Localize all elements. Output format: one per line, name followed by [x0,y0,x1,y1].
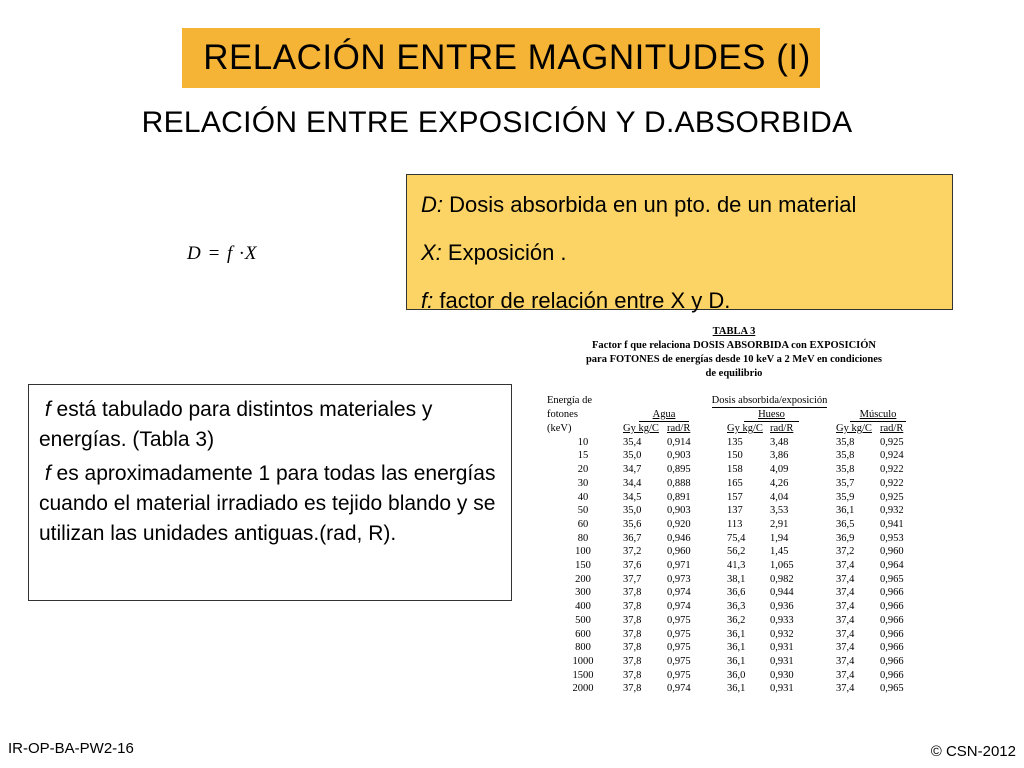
table-cell: 0,925 [880,436,904,448]
table-row [547,436,920,450]
table-row [547,628,920,642]
table-cell: 0,966 [880,628,904,640]
material-water: Agua [639,409,690,422]
table-cell: 100 [575,546,591,558]
table-cell: 1,45 [770,546,789,558]
table-cell: 37,4 [836,628,855,640]
data-table [547,394,920,696]
table-caption-line: para FOTONES de energías desde 10 keV a 2 MeV en condiciones [585,354,883,365]
table-cell: 2,91 [770,518,789,530]
note-box [28,384,512,601]
table-cell: 400 [575,601,591,613]
col-header-unit: rad/R [667,423,691,434]
table-cell: 41,3 [727,560,746,572]
table-cell: 0,922 [880,477,904,489]
table-cell: 36,7 [623,532,642,544]
table-cell: 0,966 [880,614,904,626]
col-header-material [619,408,727,422]
table-cell: 0,965 [880,573,904,585]
table-cell: 0,975 [667,669,691,681]
table-cell: 35,8 [836,464,855,476]
table-body [547,436,920,696]
table-cell: 80 [577,532,589,544]
table-row [547,449,920,463]
table-cell: 36,1 [727,655,746,667]
table-cell: 37,8 [623,587,642,599]
table-cell: 2000 [572,683,594,695]
table-cell: 34,7 [623,464,642,476]
note-paragraph [39,459,501,549]
table-row [547,477,920,491]
table-cell: 38,1 [727,573,746,585]
table-cell: 0,922 [880,464,904,476]
table-row [547,641,920,655]
table-cell: 158 [727,464,743,476]
definition-x [421,229,938,277]
table-cell: 37,8 [623,601,642,613]
table-cell: 0,966 [880,601,904,613]
table-cell: 37,2 [623,546,642,558]
note-symbol: f [44,462,51,485]
table-cell: 0,941 [880,518,904,530]
table-cell: 0,966 [880,655,904,667]
table-cell: 37,7 [623,573,642,585]
table-cell: 0,888 [667,477,691,489]
table-cell: 0,936 [770,601,794,613]
table-header-row [547,394,920,408]
col-header-unit: Gy kg/C [836,423,872,434]
table-cell: 0,924 [880,450,904,462]
table-header-row [547,422,920,436]
table-cell: 34,4 [623,477,642,489]
table-row [547,655,920,669]
slide-title: RELACIÓN ENTRE MAGNITUDES (I) [203,38,811,77]
table-cell: 0,931 [770,642,794,654]
table-cell: 36,1 [727,683,746,695]
table-cell: 0,903 [667,505,691,517]
table-cell: 36,1 [836,505,855,517]
table-cell: 0,932 [880,505,904,517]
table-cell: 150 [575,560,591,572]
table-cell: 0,966 [880,587,904,599]
table-row [547,586,920,600]
table-cell: 0,974 [667,587,691,599]
table-cell: 36,1 [727,628,746,640]
note-symbol: f [44,398,51,421]
table-cell: 15 [577,450,589,462]
table-cell: 37,8 [623,614,642,626]
table-cell: 1,065 [770,560,794,572]
table-cell: 37,6 [623,560,642,572]
definition-text: factor de relación entre X y D. [433,288,731,313]
table-cell: 36,1 [727,642,746,654]
table-header-row [547,408,920,422]
table-cell: 4,04 [770,491,789,503]
col-header-unit: rad/R [880,423,904,434]
table-cell: 56,2 [727,546,746,558]
table-cell: 10 [577,436,589,448]
table-cell: 0,914 [667,436,691,448]
table-cell: 1,94 [770,532,789,544]
table-cell: 35,8 [836,436,855,448]
table-cell: 36,0 [727,669,746,681]
definition-f [421,277,938,325]
table-cell: 35,0 [623,505,642,517]
col-header-group [619,394,920,408]
table-cell: 35,9 [836,491,855,503]
table-row [547,518,920,532]
note-paragraph [39,395,501,455]
table-caption [545,325,923,381]
table-cell: 60 [577,518,589,530]
table-cell: 36,6 [727,587,746,599]
table-cell: 37,4 [836,614,855,626]
table-cell: 37,8 [623,628,642,640]
table-cell: 37,4 [836,669,855,681]
table-cell: 30 [577,477,589,489]
table-cell: 75,4 [727,532,746,544]
table-cell: 1500 [572,669,594,681]
table-cell: 37,4 [836,587,855,599]
table-cell: 0,974 [667,601,691,613]
table-caption-line: de equilibrio [705,368,763,379]
table-cell: 0,965 [880,683,904,695]
col-header-energy: fotones [547,409,578,421]
table-cell: 34,5 [623,491,642,503]
table-cell: 37,4 [836,601,855,613]
definitions-box [406,174,953,313]
table-cell: 37,2 [836,546,855,558]
slide-title-banner [182,28,820,88]
table-cell: 0,964 [880,560,904,572]
table-cell: 36,5 [836,518,855,530]
table-cell: 200 [575,573,591,585]
table-cell: 37,4 [836,573,855,585]
table-cell: 4,09 [770,464,789,476]
footer-copyright: © CSN-2012 [930,743,1016,760]
table-cell: 0,920 [667,518,691,530]
col-header-energy: Energía de [547,395,592,407]
definition-d [421,181,938,229]
col-header-unit: rad/R [770,423,794,434]
slide-subtitle: RELACIÓN ENTRE EXPOSICIÓN Y D.ABSORBIDA [141,106,853,139]
table-cell: 35,6 [623,518,642,530]
table-cell: 0,953 [880,532,904,544]
table-cell: 165 [727,477,743,489]
table-cell: 0,903 [667,450,691,462]
table-cell: 4,26 [770,477,789,489]
table-row [547,614,920,628]
table-cell: 500 [575,614,591,626]
table-cell: 800 [575,642,591,654]
table-cell: 35,8 [836,450,855,462]
table-cell: 135 [727,436,743,448]
table-cell: 37,4 [836,560,855,572]
note-text: es aproximadamente 1 para todas las energías cuando el material irradiado es tejido blando y se utilizan las unidades antiguas.(rad, R). [39,462,496,545]
table-cell: 37,8 [623,642,642,654]
table-cell: 600 [575,628,591,640]
table-cell: 0,944 [770,587,794,599]
table-cell: 0,974 [667,683,691,695]
table-row [547,669,920,683]
table-row [547,463,920,477]
definition-symbol: f: [421,288,434,313]
col-header-material [836,408,920,422]
definition-symbol: X: [421,240,442,265]
table-row [547,559,920,573]
table-cell: 36,9 [836,532,855,544]
table-cell: 0,932 [770,628,794,640]
table-cell: 37,4 [836,642,855,654]
table-row [547,573,920,587]
table-cell: 37,4 [836,683,855,695]
table-row [547,491,920,505]
table-cell: 0,971 [667,560,691,572]
table-cell: 0,966 [880,669,904,681]
table-row [547,682,920,696]
definition-text: Exposición . [441,240,567,265]
table-cell: 0,973 [667,573,691,585]
table-cell: 0,931 [770,655,794,667]
table-cell: 0,960 [880,546,904,558]
table-cell: 0,975 [667,642,691,654]
table-caption-line: Factor f que relaciona DOSIS ABSORBIDA con EXPOSICIÓN [591,340,877,351]
table-cell: 20 [577,464,589,476]
table-cell: 0,931 [770,683,794,695]
table-cell: 137 [727,505,743,517]
table-cell: 0,975 [667,628,691,640]
dose-formula: D = f ·X [187,243,258,264]
material-bone: Hueso [744,409,799,422]
col-header-unit: Gy kg/C [623,423,659,434]
table-cell: 0,891 [667,491,691,503]
table-cell: 37,8 [623,669,642,681]
table-caption-title: TABLA 3 [712,326,756,337]
table-cell: 300 [575,587,591,599]
table-cell: 0,925 [880,491,904,503]
table-cell: 0,933 [770,614,794,626]
definition-text: Dosis absorbida en un pto. de un material [443,192,857,217]
table-cell: 0,975 [667,614,691,626]
col-header-energy: (keV) [547,423,572,434]
footer-code: IR-OP-BA-PW2-16 [8,740,134,757]
table-cell: 0,960 [667,546,691,558]
col-header-unit: Gy kg/C [727,423,763,434]
table-row [547,600,920,614]
table-cell: 3,86 [770,450,789,462]
table-cell: 35,4 [623,436,642,448]
table-cell: 113 [727,518,743,530]
table-cell: 0,966 [880,642,904,654]
table-cell: 40 [577,491,589,503]
table-cell: 0,930 [770,669,794,681]
table-cell: 150 [727,450,743,462]
table-cell: 37,8 [623,683,642,695]
group-header-text: Dosis absorbida/exposición [711,395,828,406]
table-row [547,545,920,559]
table-cell: 36,2 [727,614,746,626]
table-cell: 36,3 [727,601,746,613]
table-cell: 37,8 [623,655,642,667]
table-row [547,504,920,518]
table-cell: 0,975 [667,655,691,667]
note-text: está tabulado para distintos materiales y energías. (Tabla 3) [39,398,433,451]
table-cell: 0,982 [770,573,794,585]
col-header-material [727,408,836,422]
table-cell: 0,895 [667,464,691,476]
table-cell: 35,0 [623,450,642,462]
table-cell: 157 [727,491,743,503]
material-muscle: Músculo [850,409,907,422]
table-cell: 50 [577,505,589,517]
table-cell: 0,946 [667,532,691,544]
definition-symbol: D: [421,192,443,217]
table-cell: 3,48 [770,436,789,448]
table-cell: 3,53 [770,505,789,517]
table-cell: 37,4 [836,655,855,667]
table-row [547,532,920,546]
table-cell: 35,7 [836,477,855,489]
table-cell: 1000 [572,655,594,667]
